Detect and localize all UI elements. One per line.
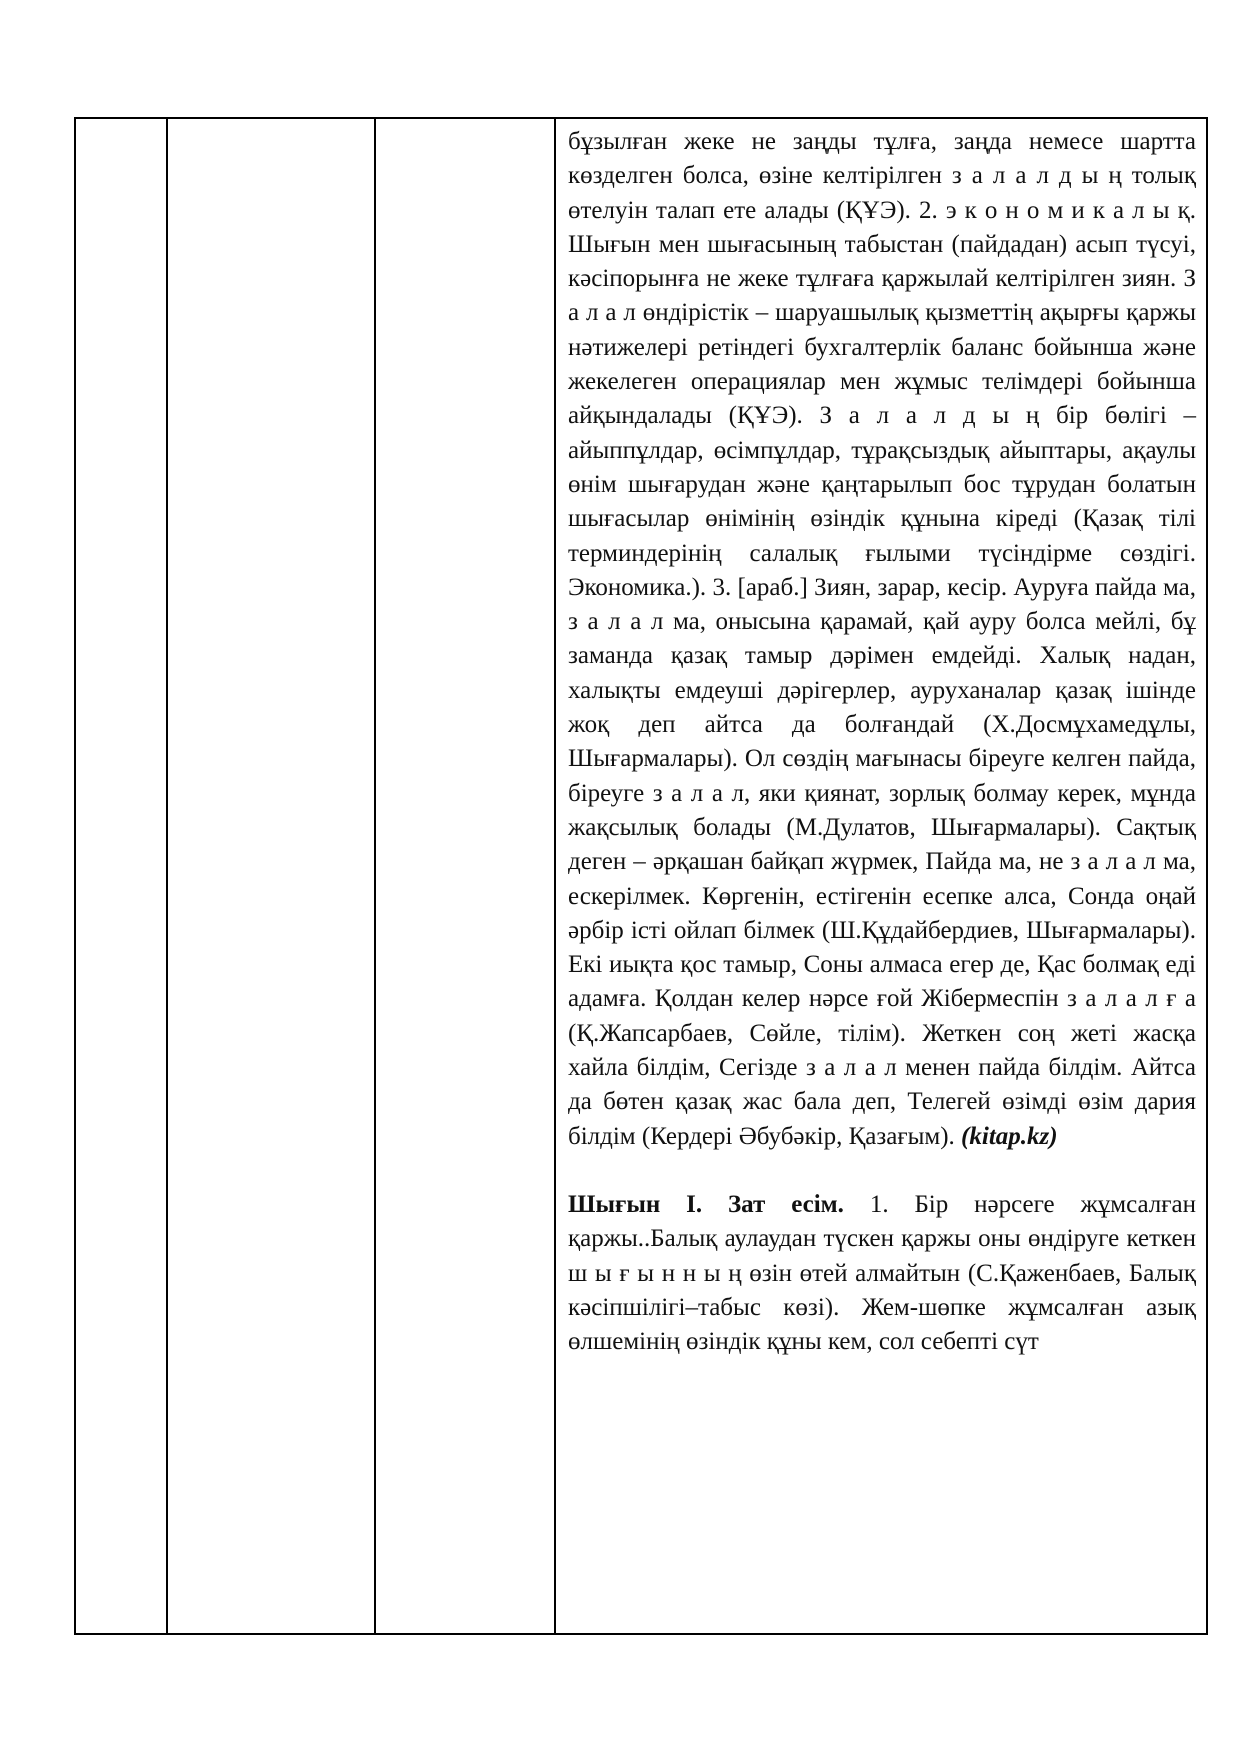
entry-text: 1. Бір нәрсеге жұмсалған қаржы..Балық аулаудан түскен қаржы оны өндіруге кеткен ш ы ғ ы н н ы ң өзін өтей алмайтын (С.Қаженбаев, Балық кәсіпшілігі–табыс көзі). Жем-шөпке жұмсалған азық өлшемінің өзіндік құны кем, сол себепті сүт [568,1190,1197,1356]
entry-headword: Шығын І. Зат есім. [568,1190,844,1218]
empty-cell-3 [375,118,555,1634]
definition-cell [555,118,1207,1634]
entry-zalal-continued [568,125,1196,1154]
dictionary-table [74,117,1208,1635]
empty-cell-2 [167,118,375,1634]
entry-source: (kitap.kz) [961,1122,1058,1150]
entry-text: бұзылған жеке не заңды тұлға, заңда немесе шартта көзделген болса, өзіне келтірілген з а л а л д ы ң толық өтелуін талап ете алады (ҚҰЭ). 2. э к о н о м и к а л ы қ. Шығын мен шығасының табыстан (пайдадан) асып түсуі, кәсіпорынға не жеке тұлғаға қаржылай келтірілген зиян. З а л а л өндірістік – шаруашылық қызметтің ақырғы қаржы нәтижелері ретіндегі бухгалтерлік баланс бойынша және жекелеген операциялар мен жұмыс телімдері бойынша айқындалады (ҚҰЭ). З а л а л д ы ң бір бөлігі – айыппұлдар, өсімпұлдар, тұрақсыздық айыптары, ақаулы өнім шығарудан және қаңтарылып бос тұрудан болатын шығасылар өнімінің өзіндік құнына кіреді (Қазақ тілі терминдерінің салалық ғылыми түсіндірме сөздігі. Экономика.). 3. [араб.] Зиян, зарар, кесір. Ауруға пайда ма, з а л а л ма, онысына қарамай, қай ауру болса мейлі, бұ заманда қазақ тамыр дәрімен емдейді. Халық надан, халықты емдеуші дәрігерлер, ауруханалар қазақ ішінде жоқ деп айтса да болғандай (Х.Досмұхамедұлы, Шығармалары). Ол сөздің мағынасы біреуге келген пайда, біреуге з а л а л, яки қиянат, зорлық болмау керек, мұнда жақсылық болады (М.Дулатов, Шығармалары). Сақтық деген – әрқашан байқап жүрмек, Пайда ма, не з а л а л ма, ескерілмек. Көргенін, естігенін есепке алса, Сонда оңай әрбір істі ойлап білмек (Ш.Құдайбердиев, Шығармалары). Екі иықта қос тамыр, Соны алмаса егер де, Қас болмақ еді адамға. Қолдан келер нәрсе ғой Жібермеспін з а л а л ғ а (Қ.Жапсарбаев, Сөйле, тілім). Жеткен соң жеті жасқа хайла білдім, Сегізде з а л а л менен пайда білдім. Айтса да бөтен қазақ жас бала деп, Телегей өзімді өзім дария білдім (Кердері Әбубәкір, Қазағым). [568,128,1196,1150]
table-row [75,118,1207,1634]
empty-cell-1 [75,118,167,1634]
entry-shygyn [568,1188,1196,1359]
